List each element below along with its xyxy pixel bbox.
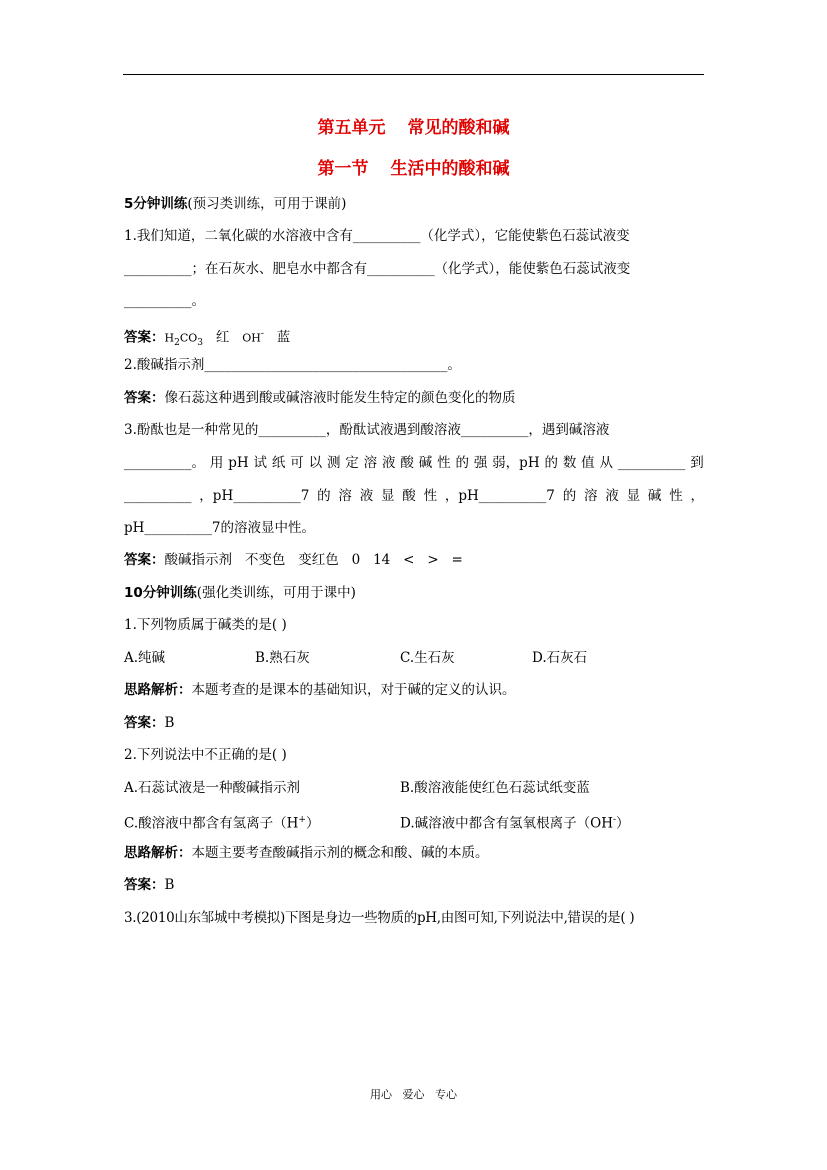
p2-q2: 2.下列说法中不正确的是( ) <box>124 747 287 763</box>
p1-q3-line2-token: 液 <box>382 455 396 471</box>
p1-a1-sub3: 3 <box>197 338 203 349</box>
p1-q3-line2-token: 碱 <box>418 455 433 471</box>
p2-q2-option-c-end: ） <box>305 815 320 832</box>
p1-a1-red: 红 <box>215 329 230 346</box>
p1-q3-line3-token: 液 <box>605 488 619 504</box>
p1-q3-line2-token: 定 <box>345 455 359 471</box>
p1-a2-text: 像石蕊这种遇到酸或碱溶液时能发生特定的颜色变化的物质 <box>164 390 516 406</box>
p1-q3-line3-token: 液 <box>359 488 374 504</box>
p1-q3-line2 <box>124 454 704 472</box>
p2-q2-options-row2 <box>124 811 704 832</box>
p1-q3-line2-token: pH <box>228 455 249 471</box>
p1-q3-line3-token: 显 <box>381 488 395 504</box>
p1-q3-line2-token: 性 <box>437 455 451 471</box>
header-rule <box>123 74 704 75</box>
p2-q2-option-d-end: ） <box>616 815 630 832</box>
p2-q2-answer <box>124 876 174 894</box>
p1-q3-line3-token: ，pH__________7 <box>199 488 310 504</box>
p2-q2-option-d-sup: - <box>612 815 617 825</box>
unit-title-number: 第五单元 <box>317 118 386 138</box>
p2-q1-option-c: C.生石灰 <box>400 650 455 666</box>
p1-q3-line3-token: 性 <box>669 488 683 504</box>
p1-q3-line2-token: 数 <box>562 455 577 471</box>
p2-q1-answer <box>124 714 174 732</box>
p2-q1-option-d: D.石灰石 <box>532 650 588 666</box>
unit-title <box>0 113 827 138</box>
p1-q3-line4: pH__________7的溶液显中性。 <box>124 520 316 536</box>
part1-heading-label: 5分钟训练 <box>124 196 188 212</box>
p2-q2-option-a: A.石蕊试液是一种酸碱指示剂 <box>124 780 301 796</box>
p1-q3-line2-token: 强 <box>473 455 488 471</box>
p1-q3-line2-token: 测 <box>326 455 341 471</box>
p1-a1-sub2: 2 <box>174 338 180 349</box>
p1-a1-oh: OH <box>242 331 261 345</box>
p1-q3-line2-token: 的 <box>455 455 469 471</box>
p1-a2-label: 答案： <box>124 390 165 406</box>
p1-q3-line2-token: __________ <box>617 455 686 471</box>
unit-title-name: 常见的酸和碱 <box>407 118 510 138</box>
p1-q3-line3-token: 碱 <box>647 488 662 504</box>
p1-q3-line2-token: 试 <box>253 455 267 471</box>
p1-q3-line3-token: ， <box>690 488 704 504</box>
p2-q1-answer-value: B <box>164 715 175 731</box>
p1-q3-line3-token: 溶 <box>338 488 352 504</box>
p1-q3-line2-token: __________。 <box>124 455 205 471</box>
p2-q2-analysis-label: 思路解析： <box>124 845 192 861</box>
p1-q3-line3-token: __________ <box>124 488 192 504</box>
p1-q3-line2-token: 纸 <box>271 455 286 471</box>
p2-q2-option-d <box>400 811 630 833</box>
p1-q3-line3-token: 性 <box>423 488 438 504</box>
page-footer: 用心 爱心 专心 <box>370 1088 457 1101</box>
p1-q3-line1: 3.酚酞也是一种常见的__________，酚酞试液遇到酸溶液__________，遇到碱溶液 <box>124 422 610 438</box>
p1-q3-line3-token: 的 <box>317 488 331 504</box>
p2-q1: 1.下列物质属于碱类的是( ) <box>124 617 287 633</box>
p1-q3-line2-token: 以 <box>308 455 323 471</box>
p2-q2-answer-value: B <box>164 877 175 893</box>
part2-heading <box>124 584 356 602</box>
p2-q2-option-c-sup: + <box>298 815 306 825</box>
p1-q3-line3-token: ，pH__________7 <box>444 488 555 504</box>
section-title-number: 第一节 <box>317 159 369 179</box>
p1-a1 <box>124 325 290 352</box>
p1-q3-line2-token: 酸 <box>400 455 414 471</box>
section-title-name: 生活中的酸和碱 <box>390 159 510 179</box>
p2-q2-answer-label: 答案： <box>124 877 165 893</box>
p1-q3-line3-token: 酸 <box>402 488 416 504</box>
part2-heading-label: 10分钟训练 <box>124 585 197 601</box>
p1-a3-label: 答案： <box>124 552 165 568</box>
p1-q1-line3: __________。 <box>124 293 205 309</box>
p1-a3-text: 酸碱指示剂 不变色 变红色 0 14 < > = <box>164 552 463 568</box>
p2-q2-analysis-text: 本题主要考查酸碱指示剂的概念和酸、碱的本质。 <box>191 845 489 861</box>
part2-heading-note: (强化类训练，可用于课中) <box>196 585 356 601</box>
p2-q2-option-d-text: D.碱溶液中都含有氢氧根离子（OH <box>400 815 613 832</box>
section-title <box>0 154 827 179</box>
p1-q2: 2.酸碱指示剂____________________________________。 <box>124 357 461 373</box>
p1-a3 <box>124 551 463 569</box>
p1-q3-line2-token: 弱，pH <box>492 455 540 471</box>
p2-q1-analysis-text: 本题考查的是课本的基础知识，对于碱的定义的认识。 <box>191 682 516 698</box>
part1-heading-note: (预习类训练，可用于课前) <box>187 196 347 212</box>
p2-q1-analysis-label: 思路解析： <box>124 682 192 698</box>
p1-q3-line2-token: 的 <box>544 455 558 471</box>
p1-q3-line3-token: 溶 <box>584 488 598 504</box>
p1-a1-label: 答案： <box>124 329 165 346</box>
p2-q2-analysis <box>124 844 489 862</box>
p1-q3-line2-token: 到 <box>690 455 704 471</box>
p2-q2-option-c <box>124 811 319 833</box>
p2-q1-option-a: A.纯碱 <box>124 650 166 666</box>
p2-q2-option-c-text: C.酸溶液中都含有氢离子（H <box>124 815 299 832</box>
p1-q3-line2-token: 溶 <box>363 455 378 471</box>
p2-q2-options-row1 <box>124 779 704 797</box>
p2-q1-analysis <box>124 681 516 699</box>
p1-q3-line2-token: 从 <box>599 455 614 471</box>
p1-q3-line2-token: 值 <box>581 455 595 471</box>
p1-q1-line2: __________；在石灰水、肥皂水中都含有__________（化学式），能使紫色石蕊试液变 <box>124 261 631 277</box>
p1-a2 <box>124 389 516 407</box>
p2-q1-option-b: B.熟石灰 <box>255 650 310 666</box>
p1-a1-minus: - <box>260 329 264 339</box>
p1-q3-line2-token: 可 <box>290 455 304 471</box>
p1-q3-line3 <box>124 487 704 505</box>
p1-a1-co: CO <box>179 331 198 345</box>
p2-q2-option-b: B.酸溶液能使红色石蕊试纸变蓝 <box>400 780 590 796</box>
p2-q3: 3.(2010山东邹城中考模拟)下图是身边一些物质的pH,由图可知,下列说法中,错误的是( ) <box>124 910 635 926</box>
p1-q3-line3-token: 显 <box>626 488 641 504</box>
p2-q1-options <box>124 649 704 667</box>
p1-q3-line3-token: 的 <box>562 488 577 504</box>
p1-a1-blue: 蓝 <box>276 329 291 346</box>
p1-a1-h: H <box>164 331 175 345</box>
p1-q1-line1: 1.我们知道，二氧化碳的水溶液中含有__________（化学式），它能使紫色石蕊试液变 <box>124 228 630 244</box>
p1-q3-line2-token: 用 <box>209 455 224 471</box>
p2-q1-answer-label: 答案： <box>124 715 165 731</box>
part1-heading <box>124 195 346 213</box>
